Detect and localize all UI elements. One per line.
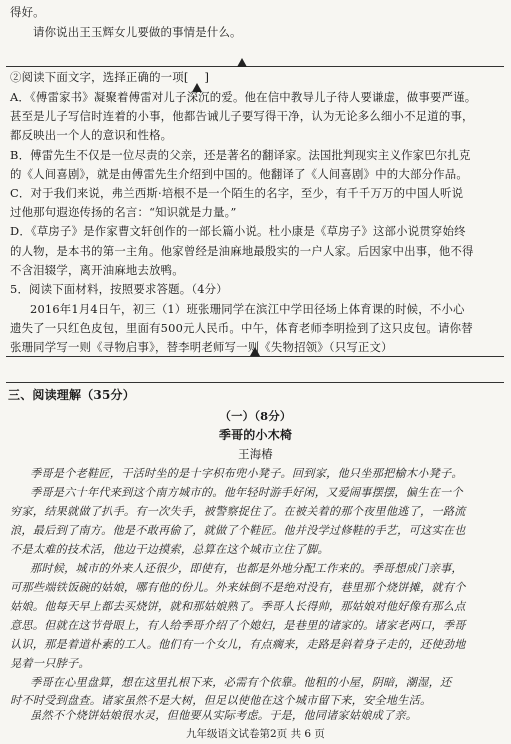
option-d-line: 不含泪辍学，离开油麻地去放鸭。 — [10, 263, 184, 277]
story-line: 姑娘。他每天早上都去买烧饼，就和那姑娘熟了。季哥人长得帅，那姑娘对他好像有那么点 — [10, 600, 466, 613]
story-line: 浪，最后到了南方。他是不敢再偷了，就做了个鞋匠。他并没学过修鞋的手艺，可这实在也 — [10, 524, 466, 537]
story-line: 季哥是六十年代来到这个南方城市的。他年轻时游手好闲，又爱闹事摆摆，偏生在一个 — [30, 486, 463, 499]
option-b-line: 的《人间喜剧》，就是由傅雷先生介绍到中国的。他翻译了《人间喜剧》中的大部分作品。 — [10, 167, 468, 181]
question-prompt — [10, 70, 209, 84]
author: 王海椿 — [238, 447, 273, 461]
divider — [6, 382, 504, 383]
underline — [6, 356, 504, 357]
question-5-body: 2016年1月4日午，初三（1）班张珊同学在滨江中学田径场上体育课的时候，不小心 — [30, 302, 465, 316]
story-line: 季哥在心里盘算，想在这里扎根下来，必需有个依靠。他租的小屋，阴暗，潮湿，还 — [30, 676, 452, 689]
prompt-close: ] — [204, 70, 210, 84]
section-title: 三、阅读理解（35分） — [8, 388, 135, 402]
option-c-line: C．对于我们来说，弗兰西斯·培根不是一个陌生的名字，至少，有千千万万的中国人听说 — [10, 186, 464, 200]
question-text: 请你说出王玉辉女儿要做的事情是什么。 — [33, 25, 242, 39]
story-line: 意思。但就在这节骨眼上，有人给季哥介绍了个媳妇，是巷里的诸家的。诸家老两口，季哥 — [10, 619, 466, 632]
story-line: 季哥是个老鞋匠，干活时坐的是十字枳布兜小凳子。回到家，他只坐那把榆木小凳子。 — [30, 467, 463, 480]
question-5-body: 遗失了一只红色皮包，里面有500元人民币。中午，体育老师李明捡到了这只皮包。请你替 — [10, 321, 473, 335]
story-line: 虽然不个烧饼姑娘很水灵，但他要从实际考虑。于是，他同诸家姑娘成了亲。 — [30, 709, 418, 722]
question-5-head: 5．阅读下面材料，按照要求答题。（4分） — [10, 282, 228, 296]
prompt-text: ②阅读下面文字，选择正确的一项[ — [10, 70, 189, 84]
triangle-icon — [237, 58, 247, 67]
text-line: 得好。 — [10, 5, 45, 19]
divider — [6, 66, 504, 67]
option-c-line: 过他那句遐迩传扬的名言：“知识就是力量。” — [10, 205, 237, 219]
triangle-icon — [250, 347, 260, 356]
question-5-body: 张珊同学写一则《寻物启事》，替李明老师写一则《失物招领》（只写正文） — [10, 340, 393, 354]
option-a-line: 都反映出一个人的意识和性格。 — [10, 128, 173, 142]
option-b-line: B．傅雷先生不仅是一位尽责的父亲，还是著名的翻译家。法国批判现实主义作家巴尔扎克 — [10, 148, 471, 162]
option-d-line: 的人物，是本书的第一主角。他家曾经是油麻地最殷实的一户人家。后因家中出事，他不得 — [10, 244, 474, 258]
story-line: 可那些端铁饭碗的姑娘，哪有他的份儿。外来妹倒不是绝对没有，巷里那个烧饼摊，就有个 — [10, 581, 466, 594]
story-line: 不是太难的技术活，他边干边摸索，总算在这个城市立住了脚。 — [10, 543, 329, 556]
story-line: 晃着一只脖子。 — [10, 657, 90, 670]
page-footer: 九年级语文试卷第2页 共 6 页 — [186, 728, 325, 740]
option-a-line: A．《傅雷家书》凝聚着傅雷对儿子深沉的爱。他在信中教导儿子待人要谦虚，做事要严谨。 — [10, 90, 477, 104]
story-title: 季哥的小木椅 — [218, 428, 293, 442]
story-line: 那时候，城市的外来人还很少，即使有，也都是外地分配工作来的。季哥想成门亲事， — [30, 562, 463, 575]
story-line: 时不时受到盘查。诸家虽然不是大树，但足以使他在这个城市留下来，安全地生活。 — [10, 694, 432, 707]
option-a-line: 甚至是儿子写信时连着的小事，他都告诫儿子要写得干净，认为无论多么细小不足道的事， — [10, 109, 474, 123]
story-line: 认识，那是着道朴素的工人。他们有一个女儿，有点瘸来，走路是斜着身子走的，还使劲地 — [10, 638, 466, 651]
story-line: 穷家，结果就做了扒手。有一次失手，被警察捉住了。在被关着的那个夜里他逃了，一路流 — [10, 505, 466, 518]
option-d-line: D．《草房子》是作家曹文轩创作的一部长篇小说。杜小康是《草房子》这部小说贯穿始终 — [10, 224, 466, 238]
part-title: （一）（8分） — [219, 409, 292, 423]
